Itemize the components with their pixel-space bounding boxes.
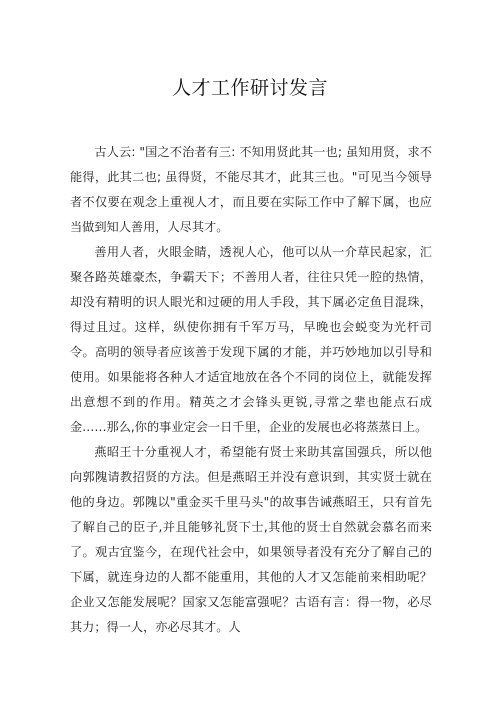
document-title: 人才工作研讨发言 xyxy=(171,77,328,99)
paragraph: 古人云: "国之不治者有三: 不知用贤此其一也; 虽知用贤，求不能得，此其二也; 虽得贤，不能尽其才，此其三也。"可见当今领导者不仅要在观念上重视人才，而且要在实际工作中了解下属，也应当做到知人善用，人尽其才。 xyxy=(70,145,432,234)
paragraph: 善用人者，火眼金睛，透视人心，他可以从一介草民起家，汇聚各路英雄豪杰，争霸天下；不善用人者，往往只凭一腔的热情，却没有精明的识人眼光和过硬的用人手段，其下属必定鱼目混珠，得过且过。这样，纵使你拥有千军万马，早晚也会蜕变为光杆司令。高明的领导者应该善于发现下属的才能，并巧妙地加以引导和使用。如果能将各种人才适宜地放在各个不同的岗位上，就能发挥出意想不到的作用。精英之才会锋头更锐,寻常之辈也能点石成金……那么,你的事业定会一日千里，企业的发展也必将蒸蒸日上。 xyxy=(70,245,432,434)
paragraph: 燕昭王十分重视人才，希望能有贤士来助其富国强兵，所以他向郭隗请教招贤的方法。但是燕昭王并没有意识到，其实贤士就在他的身边。郭隗以"重金买千里马头"的故事告诫燕昭王，只有首先了解自己的臣子,并且能够礼贤下士,其他的贤士自然就会慕名而来了。观古宜鉴今，在现代社会中，如果领导者没有充分了解自己的下属，就连身边的人都不能重用，其他的人才又怎能前来相助呢？企业又怎能发展呢？国家又怎能富强呢？古语有言：得一物，必尽其力；得一人，亦必尽其才。人 xyxy=(70,445,432,634)
document-body xyxy=(70,140,432,640)
